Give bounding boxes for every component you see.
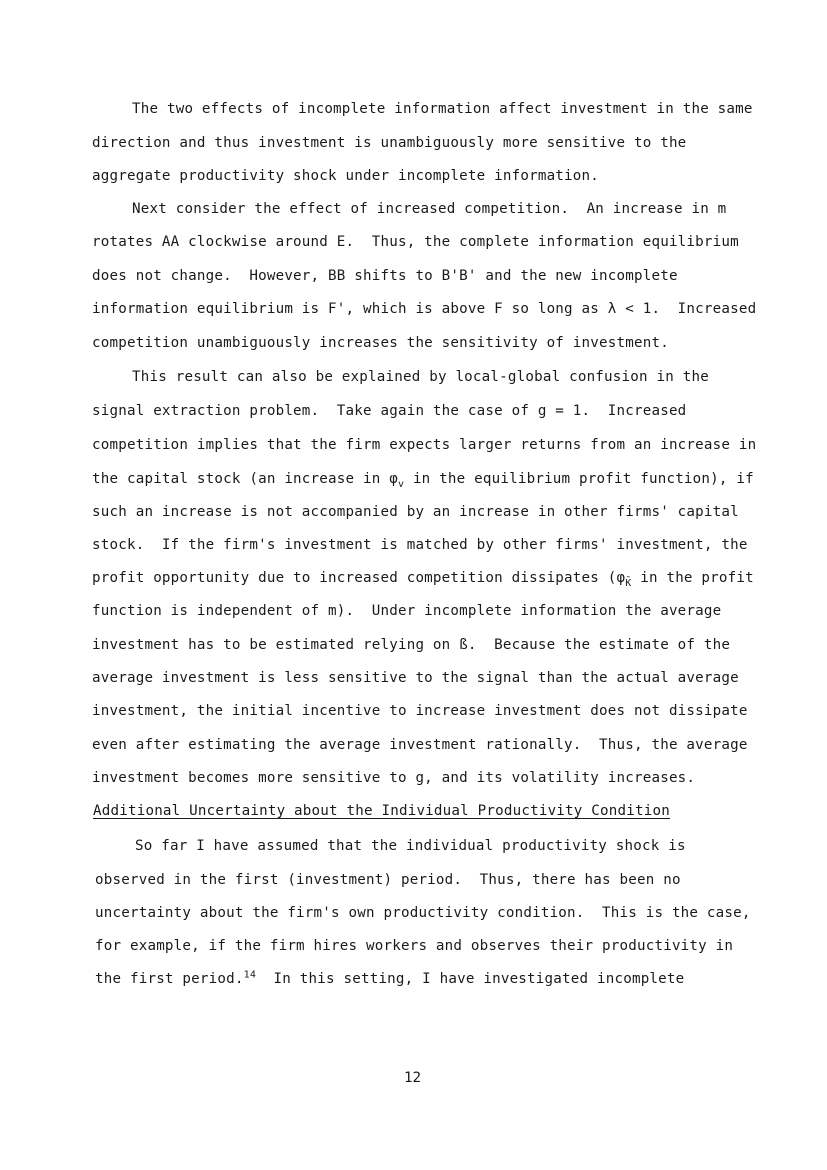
paragraph-2-line-1: Next consider the effect of increased competition. An increase in m — [132, 201, 727, 217]
paragraph-1-line-2: direction and thus investment is unambiguously more sensitive to the — [92, 135, 687, 151]
paragraph-3-line-5: such an increase is not accompanied by an increase in other firms' capital — [92, 504, 739, 520]
paragraph-4-line-5 — [95, 970, 684, 988]
paragraph-2-line-3: does not change. However, BB shifts to B'B' and the new incomplete — [92, 268, 678, 284]
section-heading: Additional Uncertainty about the Individual Productivity Condition — [93, 803, 670, 819]
paragraph-3-line-13: investment becomes more sensitive to g, and its volatility increases. — [92, 770, 696, 786]
paragraph-3-line-1: This result can also be explained by local-global confusion in the — [132, 369, 709, 385]
paragraph-4-line-4: for example, if the firm hires workers and observes their productivity in — [95, 938, 734, 954]
paragraph-3-line-3: competition implies that the firm expects larger returns from an increase in — [92, 437, 757, 453]
paragraph-3-line-6: stock. If the firm's investment is matched by other firms' investment, the — [92, 537, 748, 553]
text-segment: profit opportunity due to increased competition dissipates ( — [92, 570, 617, 586]
paragraph-2-line-5: competition unambiguously increases the sensitivity of investment. — [92, 335, 669, 351]
paragraph-3-line-7 — [92, 569, 754, 587]
phi-symbol: φ — [616, 570, 626, 586]
text-segment: the first period. — [95, 971, 244, 987]
paragraph-3-line-9: investment has to be estimated relying on ß. Because the estimate of the — [92, 637, 731, 653]
paragraph-3-line-11: investment, the initial incentive to increase investment does not dissipate — [92, 703, 748, 719]
text-segment: the capital stock (an increase in — [92, 471, 390, 487]
paragraph-4-line-2: observed in the first (investment) period. Thus, there has been no — [95, 872, 681, 888]
subscript: K̄ — [625, 577, 632, 589]
paragraph-2-line-2: rotates AA clockwise around E. Thus, the complete information equilibrium — [92, 234, 739, 250]
phi-symbol: φ — [389, 471, 398, 487]
text-segment: In this setting, I have investigated incomplete — [256, 971, 685, 987]
paragraph-2-line-4: information equilibrium is F', which is above F so long as λ < 1. Increased — [92, 301, 757, 317]
paragraph-4-line-1: So far I have assumed that the individual productivity shock is — [135, 838, 686, 854]
text-segment: in the profit — [631, 570, 754, 586]
paragraph-3-line-10: average investment is less sensitive to the signal than the actual average — [92, 670, 739, 686]
paragraph-1-line-1: The two effects of incomplete information affect investment in the same — [132, 101, 753, 117]
page-number: 12 — [404, 1070, 422, 1086]
footnote-marker: 14 — [243, 969, 257, 981]
text-segment: in the equilibrium profit function), if — [404, 471, 754, 487]
subscript: v — [397, 478, 405, 490]
paragraph-3-line-4 — [92, 470, 754, 488]
paragraph-3-line-12: even after estimating the average investment rationally. Thus, the average — [92, 737, 748, 753]
paragraph-4-line-3: uncertainty about the firm's own productivity condition. This is the case, — [95, 905, 751, 921]
paragraph-3-line-2: signal extraction problem. Take again the case of g = 1. Increased — [92, 403, 687, 419]
paragraph-1-line-3: aggregate productivity shock under incomplete information. — [92, 168, 600, 184]
paragraph-3-line-8: function is independent of m). Under incomplete information the average — [92, 603, 722, 619]
